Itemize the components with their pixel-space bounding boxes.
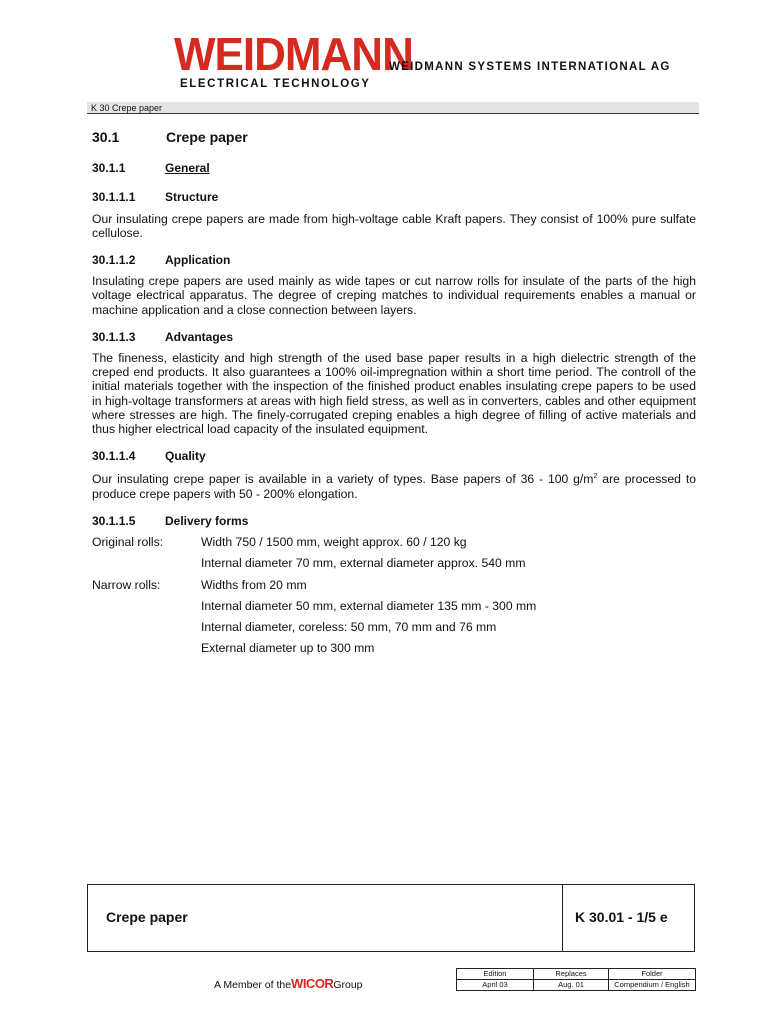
delivery-value: Width 750 / 1500 mm, weight approx. 60 / 120 kg [201, 535, 467, 550]
edition-value-row [457, 980, 696, 991]
section-heading [92, 130, 696, 144]
structure-text: Our insulating crepe papers are made from high-voltage cable Kraft papers. They consist of 100% pure sulfate cellulose. [92, 211, 696, 240]
delivery-list [92, 535, 696, 655]
member-prefix: A Member of the [214, 979, 292, 991]
advantages-heading [92, 330, 696, 344]
delivery-row [92, 620, 696, 634]
quality-text [92, 470, 696, 500]
application-heading [92, 253, 696, 267]
edition-header: Edition [457, 969, 534, 980]
delivery-label [92, 641, 201, 655]
delivery-title: Delivery forms [165, 513, 249, 528]
delivery-value: Internal diameter 50 mm, external diameter 135 mm - 300 mm [201, 598, 537, 613]
logo-tagline: ELECTRICAL TECHNOLOGY [180, 78, 371, 90]
delivery-row [92, 641, 696, 655]
delivery-label: Original rolls: [92, 535, 164, 550]
subsection-heading [92, 161, 696, 175]
edition-table [456, 968, 696, 991]
member-suffix: Group [333, 979, 363, 991]
delivery-value: External diameter up to 300 mm [201, 641, 375, 656]
delivery-row [92, 556, 696, 570]
delivery-row [92, 599, 696, 613]
delivery-label [92, 599, 201, 613]
application-number: 30.1.1.2 [92, 253, 136, 268]
footer-title: Crepe paper [106, 909, 188, 925]
section-number: 30.1 [92, 129, 120, 145]
structure-heading [92, 190, 696, 204]
delivery-row [92, 535, 696, 549]
quality-superscript: 2 [593, 473, 598, 481]
edition-header-row [457, 969, 696, 980]
footer-doc-code: K 30.01 - 1/5 e [562, 885, 694, 951]
wicor-logo: WICOR [291, 976, 334, 991]
doc-ref-bar: K 30 Crepe paper [87, 102, 699, 114]
delivery-value: Internal diameter, coreless: 50 mm, 70 mm and 76 mm [201, 619, 497, 634]
structure-number: 30.1.1.1 [92, 190, 136, 205]
folder-header: Folder [609, 969, 696, 980]
advantages-number: 30.1.1.3 [92, 329, 136, 344]
replaces-value: Aug. 01 [534, 980, 609, 991]
delivery-row [92, 578, 696, 592]
company-name: WEIDMANN SYSTEMS INTERNATIONAL AG [389, 61, 671, 73]
quality-heading [92, 449, 696, 463]
document-body [92, 130, 696, 662]
delivery-label [92, 620, 201, 634]
delivery-value: Widths from 20 mm [201, 577, 307, 592]
subsection-number: 30.1.1 [92, 161, 126, 176]
application-title: Application [165, 253, 231, 268]
folder-value: Compendium / English [609, 980, 696, 991]
quality-number: 30.1.1.4 [92, 449, 136, 464]
quality-title: Quality [165, 449, 206, 464]
advantages-text: The fineness, elasticity and high strength of the used base paper results in a high dielectric strength of the creped end products. It also guarantees a 100% oil-impregnation within a short time period. The controll of the initial materials together with the inspection of the finished product enables insulating crepe papers to be used in high-voltage transformers at areas with high field stress, as well as in converters, cables and other equipment where stresses are high. The finely-corrugated creping enables a high degree of filling of active materials and thus higher electrical load capacity of the insulated equipment. [92, 351, 696, 437]
footer-title-box [87, 884, 695, 952]
structure-title: Structure [165, 190, 219, 205]
edition-value: April 03 [457, 980, 534, 991]
application-text: Insulating crepe papers are used mainly as wide tapes or cut narrow rolls for insulate of the parts of the high voltage electrical apparatus. The degree of creping matches to individual requirements enables a manual or machine application and a close connection between layers. [92, 274, 696, 317]
advantages-title: Advantages [165, 329, 234, 344]
logo-wordmark: WEIDMANN [174, 28, 413, 81]
quality-text-a: Our insulating crepe paper is available in a variety of types. Base papers of 36 - 100 g/m [92, 472, 594, 487]
section-title: Crepe paper [166, 129, 248, 145]
delivery-label [92, 556, 201, 570]
subsection-title: General [165, 161, 210, 176]
group-membership [214, 976, 363, 991]
replaces-header: Replaces [534, 969, 609, 980]
delivery-label: Narrow rolls: [92, 577, 161, 592]
delivery-value: Internal diameter 70 mm, external diameter approx. 540 mm [201, 556, 526, 571]
weidmann-logo [174, 28, 413, 90]
quality-text-b: are processed to produce crepe papers with 50 - 200% elongation. [92, 472, 696, 501]
delivery-heading [92, 514, 696, 528]
delivery-number: 30.1.1.5 [92, 513, 136, 528]
